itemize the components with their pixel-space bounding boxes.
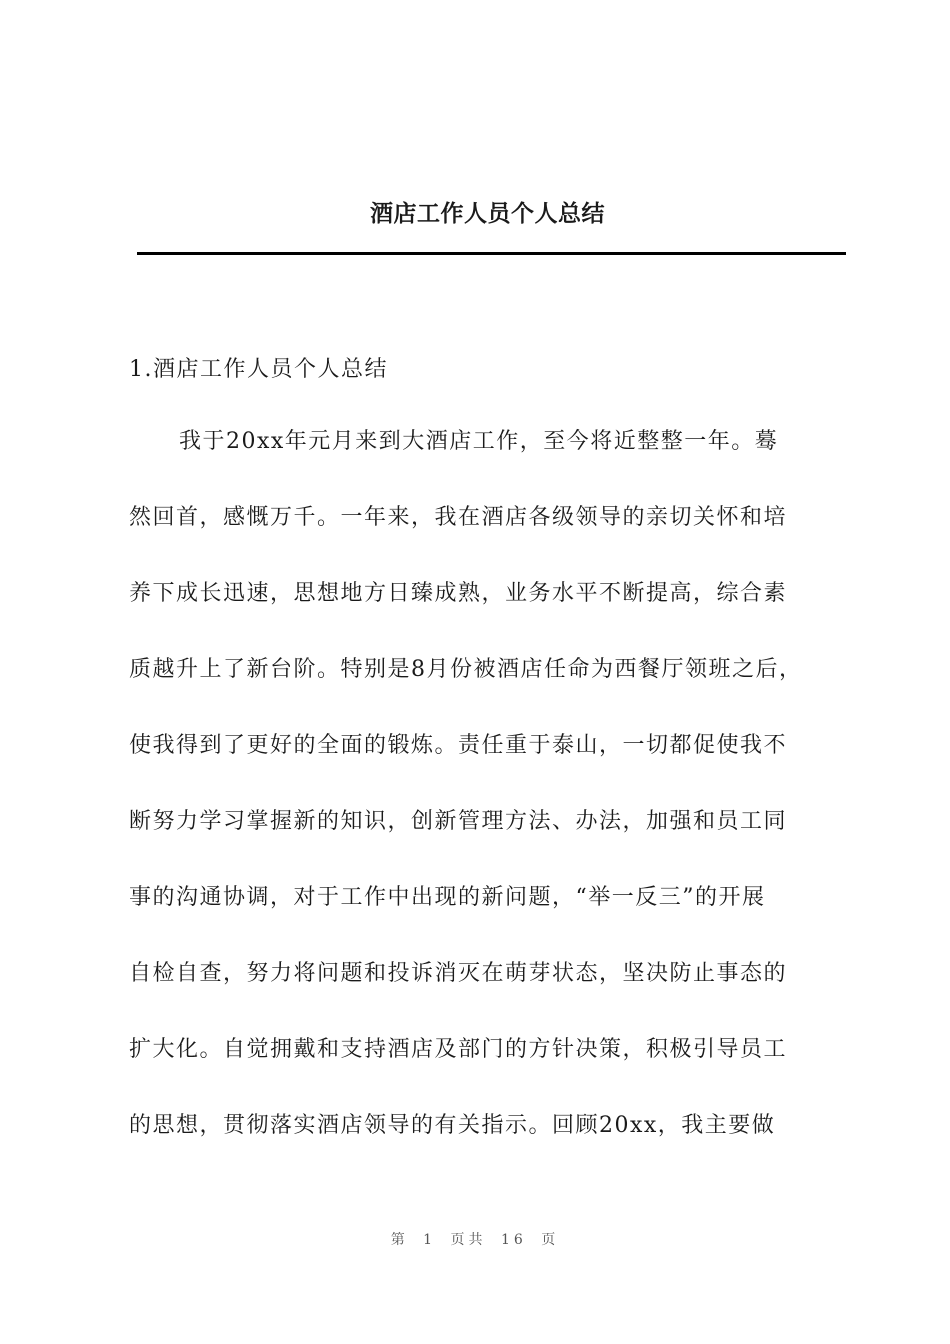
body-paragraph <box>129 424 859 1184</box>
section-heading: 1.酒店工作人员个人总结 <box>129 357 388 382</box>
title-underline-rule <box>137 252 846 255</box>
page-label-suffix: 页 <box>541 1232 560 1248</box>
document-title: 酒店工作人员个人总结 <box>370 200 605 227</box>
body-line: 断努力学习掌握新的知识，创新管理方法、办法，加强和员工同 <box>129 809 788 834</box>
body-line: 质越升上了新台阶。特别是8月份被酒店任命为西餐厅领班之后， <box>129 657 803 682</box>
page-label-prefix: 第 <box>390 1232 409 1248</box>
total-page-count: 16 <box>501 1232 527 1248</box>
body-line: 我于20xx年元月来到大酒店工作，至今将近整整一年。蓦 <box>179 429 779 454</box>
body-line: 事的沟通协调，对于工作中出现的新问题，“举一反三”的开展 <box>129 885 766 910</box>
body-line: 自检自查，努力将问题和投诉消灭在萌芽状态，坚决防止事态的 <box>129 961 788 986</box>
body-line: 的思想，贯彻落实酒店领导的有关指示。回顾20xx，我主要做 <box>129 1113 776 1138</box>
body-line: 使我得到了更好的全面的锻炼。责任重于泰山，一切都促使我不 <box>129 733 788 758</box>
page-footer <box>0 1230 950 1250</box>
body-line: 养下成长迅速，思想地方日臻成熟，业务水平不断提高，综合素 <box>129 581 788 606</box>
current-page-number: 1 <box>423 1232 437 1248</box>
page-label-middle: 页共 <box>450 1232 487 1248</box>
body-line: 然回首，感慨万千。一年来，我在酒店各级领导的亲切关怀和培 <box>129 505 788 530</box>
body-line: 扩大化。自觉拥戴和支持酒店及部门的方针决策，积极引导员工 <box>129 1037 788 1062</box>
